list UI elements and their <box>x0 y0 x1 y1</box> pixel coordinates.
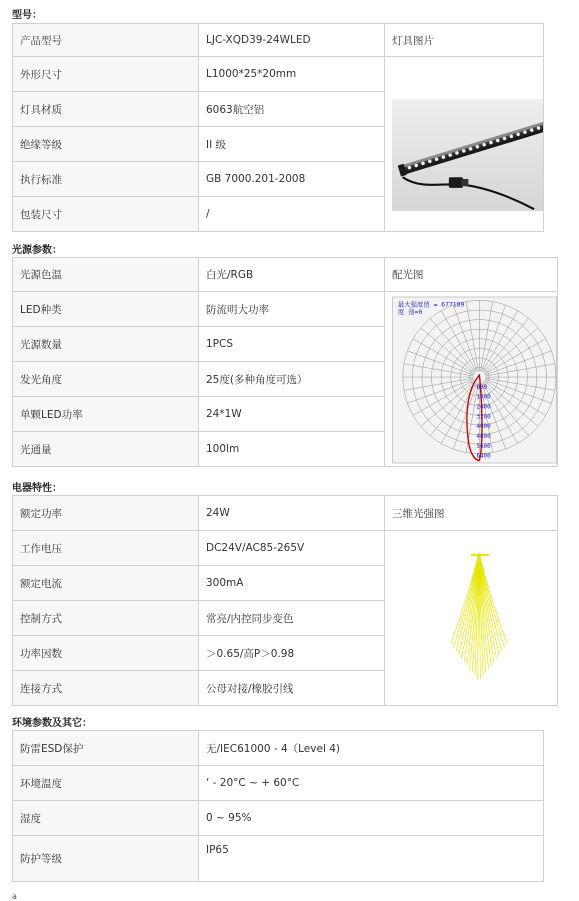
row-value: II 级 <box>199 127 385 162</box>
row-label: 绝缘等级 <box>13 127 199 162</box>
section-title-light-source: 光源参数： <box>12 245 62 256</box>
row-label: 工作电压 <box>13 531 199 566</box>
environment-table <box>12 730 544 882</box>
polar-diagram-cell <box>385 292 558 467</box>
electrical-table <box>12 495 558 706</box>
image-header: 灯具图片 <box>385 24 544 57</box>
polar-scale-label: 2400 <box>476 404 491 411</box>
polar-scale-label: 800 <box>476 384 488 391</box>
model-table <box>12 23 544 232</box>
row-label: 额定功率 <box>13 496 199 531</box>
image-header: 配光图 <box>385 258 558 292</box>
table-row <box>13 496 558 531</box>
product-image-cell <box>385 57 544 232</box>
table-row <box>13 836 544 882</box>
row-label: 光通量 <box>13 432 199 467</box>
row-value: 无/IEC61000 - 4（Level 4) <box>199 731 544 766</box>
table-row <box>13 531 558 566</box>
table-row <box>13 24 544 57</box>
section-title-environment: 环境参数及其它： <box>12 718 92 729</box>
row-label: 灯具材质 <box>13 92 199 127</box>
light-source-table <box>12 257 558 467</box>
polar-distribution-diagram <box>392 295 557 465</box>
led-bar-product-photo <box>392 92 543 218</box>
polar-angle-label: 度 剖=0 <box>397 308 423 317</box>
footer-mark: a <box>12 892 17 901</box>
row-label: 执行标准 <box>13 162 199 197</box>
row-value: / <box>199 197 385 232</box>
row-value: IP65 <box>199 836 544 882</box>
row-label: 单颗LED功率 <box>13 397 199 432</box>
row-label: 额定电流 <box>13 566 199 601</box>
row-value: 常亮/内控同步变色 <box>199 601 385 636</box>
row-value: 24W <box>199 496 385 531</box>
row-value: 白光/RGB <box>199 258 385 292</box>
row-label: 产品型号 <box>13 24 199 57</box>
row-value: 6063航空铝 <box>199 92 385 127</box>
table-row <box>13 57 544 92</box>
row-value: LJC-XQD39-24WLED <box>199 24 385 57</box>
polar-scale-label: 6400 <box>476 453 491 460</box>
row-value: 0 ~ 95% <box>199 801 544 836</box>
row-value: ＞0.65/高P＞0.98 <box>199 636 385 671</box>
polar-scale-label: 5600 <box>476 443 491 450</box>
row-value: 100lm <box>199 432 385 467</box>
row-label: 外形尺寸 <box>13 57 199 92</box>
row-label: 功率因数 <box>13 636 199 671</box>
row-value: 24*1W <box>199 397 385 432</box>
row-value: DC24V/AC85-265V <box>199 531 385 566</box>
row-value: L1000*25*20mm <box>199 57 385 92</box>
image-header: 三维光强图 <box>385 496 558 531</box>
row-label: LED种类 <box>13 292 199 327</box>
row-label: 湿度 <box>13 801 199 836</box>
row-label: 发光角度 <box>13 362 199 397</box>
row-label: 防护等级 <box>13 836 199 882</box>
row-label: 环境温度 <box>13 766 199 801</box>
row-label: 控制方式 <box>13 601 199 636</box>
section-title-electrical: 电器特性： <box>12 483 62 494</box>
polar-scale-label: 1600 <box>476 394 491 401</box>
table-row <box>13 731 544 766</box>
row-value: 300mA <box>199 566 385 601</box>
3d-intensity-cell <box>385 531 558 706</box>
row-label: 连接方式 <box>13 671 199 706</box>
row-label: 光源色温 <box>13 258 199 292</box>
row-label: 包装尺寸 <box>13 197 199 232</box>
row-label: 光源数量 <box>13 327 199 362</box>
row-value: GB 7000.201-2008 <box>199 162 385 197</box>
table-row <box>13 292 558 327</box>
row-label: 防雷ESD保护 <box>13 731 199 766</box>
table-row <box>13 801 544 836</box>
table-row <box>13 258 558 292</box>
3d-light-intensity-diagram <box>444 550 514 690</box>
row-value: ‘ - 20°C ~ + 60°C <box>199 766 544 801</box>
polar-scale-label: 4800 <box>476 433 491 440</box>
row-value: 25度(多种角度可选） <box>199 362 385 397</box>
polar-scale-label: 3200 <box>476 414 491 421</box>
polar-max-label: 最大强度值 = 677109 <box>397 300 465 309</box>
row-value: 1PCS <box>199 327 385 362</box>
row-value: 公母对接/橡胶引线 <box>199 671 385 706</box>
polar-scale-label: 4000 <box>476 424 491 431</box>
section-title-model: 型号： <box>12 10 42 21</box>
row-value: 防流明大功率 <box>199 292 385 327</box>
table-row <box>13 766 544 801</box>
